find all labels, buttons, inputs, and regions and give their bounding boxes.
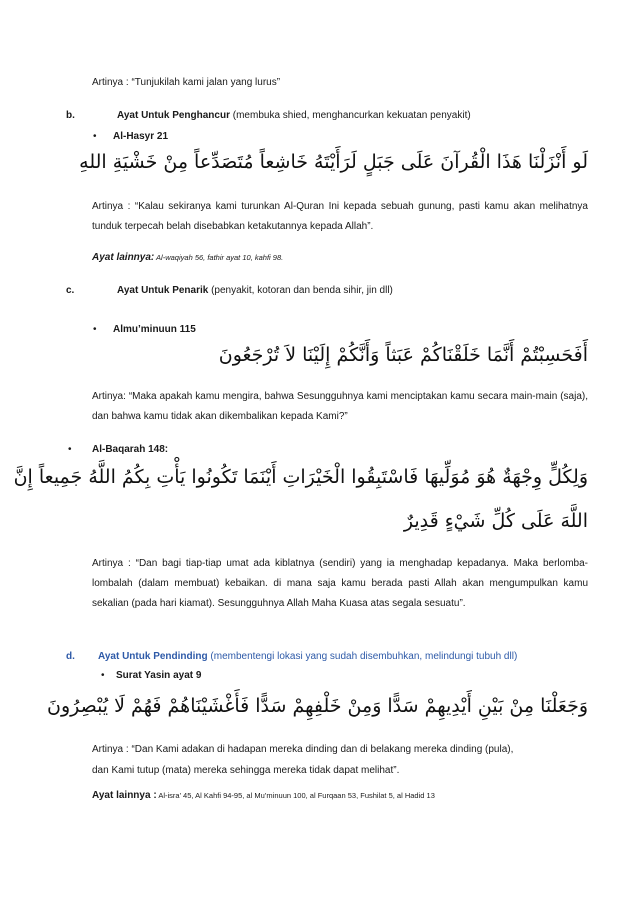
section-d-other bbox=[92, 789, 435, 802]
section-b-bullet: Al-Hasyr 21 bbox=[113, 131, 169, 142]
other-label: Ayat lainnya : bbox=[92, 790, 157, 801]
arabic-verse-hasyr: لَو أَنْزَلْنَا هَذَا الْقُرآنَ عَلَى جَبَلٍ لَرَأَيْتَهُ خَاشِعاً مُتَصَدِّعاً مِنْ خَشْيَةِ اللهِ bbox=[79, 151, 588, 173]
section-c-bullet: Almu’minuun 115 bbox=[113, 324, 196, 335]
section-c-title: Ayat Untuk Penarik bbox=[117, 285, 209, 296]
arabic-verse-yasin: وَجَعَلْنَا مِنْ بَيْنِ أَيْدِيهِمْ سَدًّا وَمِنْ خَلْفِهِمْ سَدًّا فَأَغْشَيْنَاهُمْ فَهُمْ لَا يُبْصِرُونَ bbox=[46, 695, 588, 717]
baqarah-translation: Artinya : “Dan bagi tiap-tiap umat ada kiblatnya (sendiri) yang ia menghadap kepadanya. Maka berlomba-lombalah (dalam membuat) kebaikan. di mana saja kamu berada pasti Allah akan mengumpulkan kamu sekalian (pada hari kiamat). Sesungguhnya Allah Maha Kuasa atas segala sesuatu”. bbox=[92, 558, 588, 609]
other-text: Al-isra’ 45, Al Kahfi 94-95, al Mu’minuun 100, al Furqaan 53, Fushilat 5, al Hadid 13 bbox=[156, 791, 435, 800]
bullet-icon: • bbox=[93, 324, 97, 335]
section-c-desc: (penyakit, kotoran dan benda sihir, jin dll) bbox=[208, 285, 393, 296]
baqarah-bullet: Al-Baqarah 148: bbox=[92, 444, 169, 455]
arabic-verse-baqarah-line1: وَلِكُلٍّ وِجْهَةٌ هُوَ مُوَلِّيهَا فَاسْتَبِقُوا الْخَيْرَاتِ أَيْنَمَا تَكُونُوا يَأْتِ بِكُمُ اللَّهُ جَمِيعاً إِنَّ bbox=[13, 466, 588, 488]
arabic-verse-baqarah-line2: اللَّهَ عَلَى كُلِّ شَيْءٍ قَدِيرٌ bbox=[403, 510, 588, 532]
translation-line: Artinya : “Tunjukilah kami jalan yang lurus” bbox=[92, 77, 281, 88]
section-c-translation: Artinya: “Maka apakah kamu mengira, bahwa Sesungguhnya kami menciptakan kamu secara main-main (saja), dan bahwa kamu tidak akan dikembalikan kepada Kami?” bbox=[92, 391, 588, 422]
section-d-translation-line1: Artinya : “Dan Kami adakan di hadapan mereka dinding dan di belakang mereka dinding (pula), bbox=[92, 744, 514, 755]
section-d-translation-line2: dan Kami tutup (mata) mereka sehingga mereka tidak dapat melihat”. bbox=[92, 765, 400, 776]
section-d-desc: (membentengi lokasi yang sudah disembuhkan, melindungi tubuh dll) bbox=[207, 651, 518, 662]
section-b-translation: Artinya : “Kalau sekiranya kami turunkan Al-Quran Ini kepada sebuah gunung, pasti kamu akan melihatnya tunduk terpecah belah disebabkan ketakutannya kepada Allah”. bbox=[92, 201, 588, 232]
section-d-heading bbox=[98, 650, 517, 663]
other-text: Al-waqiyah 56, fathir ayat 10, kahfi 98. bbox=[154, 253, 284, 262]
section-d-title: Ayat Untuk Pendinding bbox=[98, 651, 208, 662]
section-b-title: Ayat Untuk Penghancur bbox=[117, 110, 230, 121]
arabic-verse-muminuun: أَفَحَسِبْتُمْ أَنَّمَا خَلَقْنَاكُمْ عَبَثاً وَأَنَّكُمْ إِلَيْنَا لاَ تُرْجَعُونَ bbox=[218, 344, 588, 366]
bullet-icon: • bbox=[93, 131, 97, 142]
bullet-icon: • bbox=[68, 444, 72, 455]
section-c-heading bbox=[117, 284, 393, 297]
bullet-icon: • bbox=[101, 670, 105, 681]
other-label: Ayat lainnya: bbox=[92, 252, 155, 263]
section-b-desc: (membuka shied, menghancurkan kekuatan penyakit) bbox=[229, 110, 471, 121]
section-d-bullet: Surat Yasin ayat 9 bbox=[116, 670, 202, 681]
section-b-heading bbox=[117, 109, 471, 122]
section-letter-d: d. bbox=[66, 651, 75, 662]
section-b-other bbox=[92, 251, 283, 264]
section-letter-b: b. bbox=[66, 110, 75, 121]
section-letter-c: c. bbox=[66, 285, 75, 296]
